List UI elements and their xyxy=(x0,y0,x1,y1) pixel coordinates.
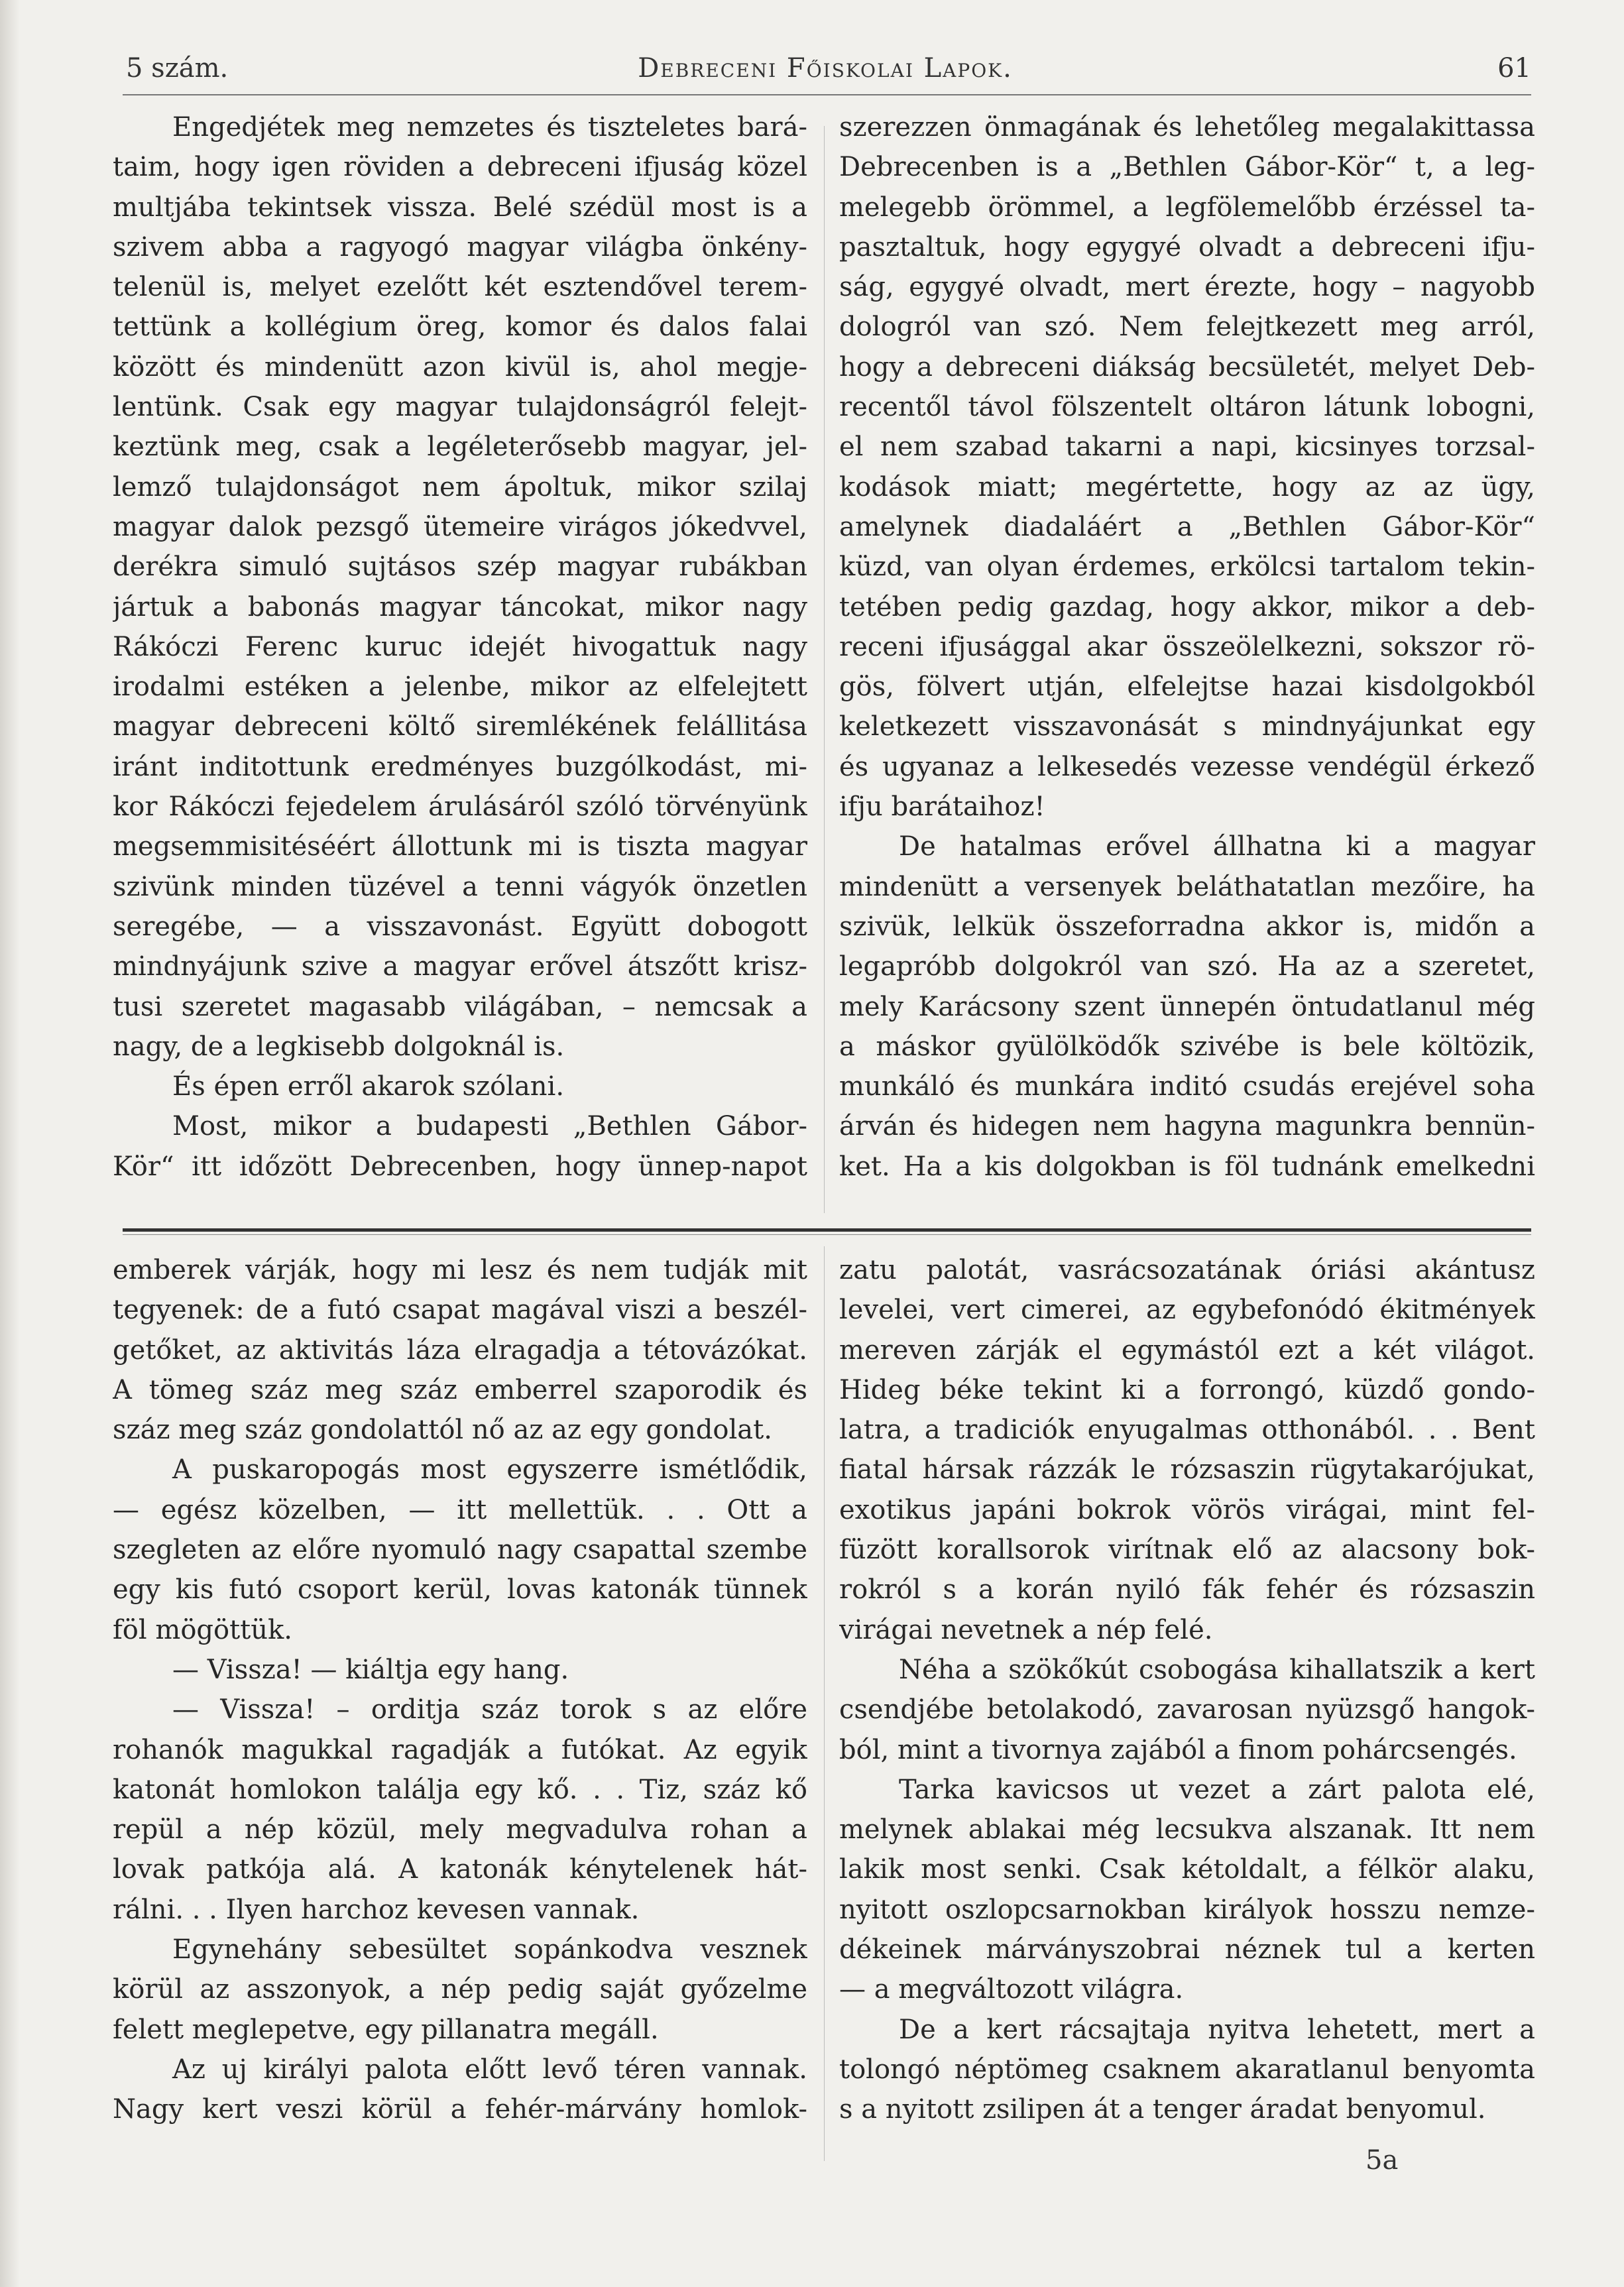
text-line: magyar debreceni költő siremlékének felállitása xyxy=(113,711,807,742)
text-line: dologról van szó. Nem felejtkezett meg arról, xyxy=(839,312,1535,343)
text-line: katonát homlokon találja egy kő. . . Tiz, száz kő xyxy=(113,1774,807,1805)
text-line: tettünk a kollégium öreg, komor és dalos falai xyxy=(113,312,807,343)
text-line: Egynehány sebesültet sopánkodva vesznek xyxy=(172,1934,807,1965)
text-line: lemző tulajdonságot nem ápoltuk, mikor szilaj xyxy=(113,471,807,502)
text-line: felett meglepetve, egy pillanatra megáll. xyxy=(113,2014,659,2045)
column-divider-top xyxy=(824,126,825,1213)
text-line: és ugyanaz a lelkesedés vezesse vendégül érkező xyxy=(839,751,1535,782)
text-line: A puskaropogás most egyszerre ismétlődik, xyxy=(172,1454,807,1486)
section-divider-thin xyxy=(123,1234,1531,1235)
text-line: Rákóczi Ferenc kuruc idejét hivogattuk nagy xyxy=(113,631,807,662)
text-line: nagy, de a legkisebb dolgoknál is. xyxy=(113,1031,565,1062)
text-line: szivünk minden tüzével a tenni vágyók önzetlen xyxy=(113,871,807,902)
text-line: füzött korallsorok virítnak elő az alacsony bok- xyxy=(839,1535,1535,1566)
text-line: Debrecenben is a „Bethlen Gábor-Kör“ t, a leg- xyxy=(839,152,1535,183)
text-line: Néha a szökőkút csobogása kihallatszik a kert xyxy=(899,1654,1535,1685)
text-line: Az uj királyi palota előtt levő téren vannak. xyxy=(172,2054,807,2085)
text-line: Most, mikor a budapesti „Bethlen Gábor- xyxy=(172,1111,807,1142)
text-line: De a kert rácsajtaja nyitva lehetett, mert a xyxy=(899,2014,1535,2045)
text-line: repül a nép közül, mely megvadulva rohan a xyxy=(113,1814,807,1846)
text-line: el nem szabad takarni a napi, kicsinyes torzsal- xyxy=(839,432,1535,463)
text-line: ság, egygyé olvadt, mert érezte, hogy – nagyobb xyxy=(839,272,1535,303)
text-line: zatu palotát, vasrácsozatának óriási akántusz xyxy=(839,1255,1535,1285)
text-line: A tömeg száz meg száz emberrel szaporodik és xyxy=(113,1374,807,1405)
text-line: lakik most senki. Csak kétoldalt, a félkör alaku, xyxy=(839,1854,1535,1885)
text-line: hogy a debreceni diákság becsületét, melyet Deb- xyxy=(839,351,1535,382)
article-column-1 xyxy=(113,107,807,1187)
text-line: között és mindenütt azon kivül is, ahol megje- xyxy=(113,351,807,382)
signature-mark: 5a xyxy=(1365,2145,1399,2176)
text-line: magyar dalok pezsgő ütemeire virágos jókedvvel, xyxy=(113,511,807,542)
text-line: taim, hogy igen röviden a debreceni ifjuság közel xyxy=(113,152,807,183)
text-line: szegleten az előre nyomuló nagy csapattal szembe xyxy=(113,1535,807,1566)
text-line: melegebb örömmel, a legfölemelőbb érzéssel ta- xyxy=(839,192,1535,223)
text-line: levelei, vert cimerei, az egybefonódó ékitmények xyxy=(839,1295,1535,1326)
text-line: kodások miatt; megértette, hogy az az ügy, xyxy=(839,471,1535,502)
text-line: Engedjétek meg nemzetes és tiszteletes bará- xyxy=(172,112,807,143)
text-line: — a megváltozott világra. xyxy=(839,1974,1184,2005)
text-line: küzd, van olyan érdemes, erkölcsi tartalom tekin- xyxy=(839,552,1535,583)
text-line: keletkezett visszavonását s mindnyájunkat egy xyxy=(839,711,1535,742)
text-line: s a nyitott zsilipen át a tenger áradat benyomul. xyxy=(839,2094,1486,2125)
text-line: mindenütt a versenyek beláthatatlan mezőire, ha xyxy=(839,871,1535,902)
text-line: munkáló és munkára inditó csudás erejével soha xyxy=(839,1071,1535,1102)
text-line: mereven zárják el egymástól ezt a két világot. xyxy=(839,1334,1535,1366)
page-edge-shadow xyxy=(0,0,20,2287)
text-line: legapróbb dolgokról van szó. Ha az a szeretet, xyxy=(839,951,1535,982)
text-line: tetében pedig gazdag, hogy akkor, mikor a deb- xyxy=(839,591,1535,622)
text-line: ból, mint a tivornya zajából a finom pohárcsengés. xyxy=(839,1734,1517,1765)
page-number: 61 xyxy=(1497,53,1531,84)
text-line: rokról s a korán nyiló fák fehér és rózsaszin xyxy=(839,1574,1535,1606)
journal-title: Debreceni Főiskolai Lapok. xyxy=(638,53,1013,84)
section-divider-thick xyxy=(123,1228,1531,1232)
text-line: tegyenek: de a futó csapat magával viszi a beszél- xyxy=(113,1295,807,1326)
text-line: — egész közelben, — itt mellettük. . . Ott a xyxy=(113,1494,807,1525)
text-line: virágai nevetnek a nép felé. xyxy=(839,1614,1213,1645)
text-line: keztünk meg, csak a legéleterősebb magyar, jel- xyxy=(113,432,807,463)
text-line: szivem abba a ragyogó magyar világba önkény- xyxy=(113,231,807,263)
issue-number: 5 szám. xyxy=(126,53,229,84)
text-line: — Vissza! – orditja száz torok s az előre xyxy=(172,1694,807,1726)
text-line: seregébe, — a visszavonást. Együtt dobogott xyxy=(113,911,807,942)
text-line: Hideg béke tekint ki a forrongó, küzdő gondo- xyxy=(839,1374,1535,1405)
text-line: multjába tekintsek vissza. Belé szédül most is a xyxy=(113,192,807,223)
story-column-1 xyxy=(113,1250,807,2130)
running-header xyxy=(119,46,1531,93)
text-line: száz meg száz gondolattól nő az az egy gondolat. xyxy=(113,1415,772,1446)
text-line: rohanók magukkal ragadják a futókat. Az egyik xyxy=(113,1734,807,1765)
text-line: gös, fölvert utján, elfelejtse hazai kisdolgokból xyxy=(839,672,1535,703)
text-line: szerezzen önmagának és lehetőleg megalakittassa xyxy=(839,112,1535,143)
text-line: kor Rákóczi fejedelem árulásáról szóló törvényünk xyxy=(113,792,807,823)
article-column-2 xyxy=(839,107,1535,1187)
text-line: exotikus japáni bokrok vörös virágai, mint fel- xyxy=(839,1494,1535,1525)
text-line: csendjébe betolakodó, zavarosan nyüzsgő hangok- xyxy=(839,1694,1535,1726)
text-line: Kör“ itt időzött Debrecenben, hogy ünnep-napot xyxy=(113,1151,807,1182)
text-line: Nagy kert veszi körül a fehér-márvány homlok- xyxy=(113,2094,807,2125)
text-line: jártuk a babonás magyar táncokat, mikor nagy xyxy=(113,591,807,622)
text-line: — Vissza! — kiáltja egy hang. xyxy=(172,1654,569,1685)
text-line: ket. Ha a kis dolgokban is föl tudnánk emelkedni xyxy=(839,1151,1535,1182)
story-column-2 xyxy=(839,1250,1535,2130)
text-line: föl mögöttük. xyxy=(113,1614,292,1645)
text-line: mindnyájunk szive a magyar erővel átszőtt krisz- xyxy=(113,951,807,982)
column-divider-bottom xyxy=(824,1246,825,2161)
text-line: pasztaltuk, hogy egygyé olvadt a debreceni ifju- xyxy=(839,231,1535,263)
text-line: irodalmi estéken a jelenbe, mikor az elfelejtett xyxy=(113,672,807,703)
text-line: derékra simuló sujtásos szép magyar rubákban xyxy=(113,552,807,583)
text-line: iránt inditottunk eredményes buzgólkodást, mi- xyxy=(113,751,807,782)
text-line: emberek várják, hogy mi lesz és nem tudják mit xyxy=(113,1255,807,1285)
text-line: De hatalmas erővel állhatna ki a magyar xyxy=(899,831,1535,862)
text-line: És épen erről akarok szólani. xyxy=(172,1071,565,1102)
text-line: szivük, lelkük összeforradna akkor is, midőn a xyxy=(839,911,1535,942)
text-line: árván és hidegen nem hagyna magunkra bennün- xyxy=(839,1111,1535,1142)
text-line: getőket, az aktivitás láza elragadja a tétovázókat. xyxy=(113,1334,807,1366)
text-line: nyitott oszlopcsarnokban királyok hosszu nemze- xyxy=(839,1894,1535,1925)
text-line: tolongó néptömeg csaknem akaratlanul benyomta xyxy=(839,2054,1535,2085)
text-line: amelynek diadaláért a „Bethlen Gábor-Kör“ xyxy=(839,511,1535,542)
text-line: dékeinek márványszobrai néznek tul a kerten xyxy=(839,1934,1535,1965)
text-line: Tarka kavicsos ut vezet a zárt palota elé, xyxy=(899,1774,1535,1805)
text-line: rálni. . . Ilyen harchoz kevesen vannak. xyxy=(113,1894,640,1925)
text-line: latra, a tradiciók enyugalmas otthonából. . . Bent xyxy=(839,1415,1535,1446)
text-line: lentünk. Csak egy magyar tulajdonságról felejt- xyxy=(113,392,807,423)
text-line: tusi szeretet magasabb világában, – nemcsak a xyxy=(113,991,807,1022)
text-line: mely Karácsony szent ünnepén öntudatlanul még xyxy=(839,991,1535,1022)
text-line: egy kis futó csoport kerül, lovas katonák tünnek xyxy=(113,1574,807,1606)
text-line: recentől távol fölszentelt oltáron látunk lobogni, xyxy=(839,392,1535,423)
text-line: körül az asszonyok, a nép pedig saját győzelme xyxy=(113,1974,807,2005)
text-line: lovak patkója alá. A katonák kénytelenek hát- xyxy=(113,1854,807,1885)
header-rule xyxy=(123,94,1531,95)
text-line: receni ifjusággal akar összeölelkezni, sokszor rö- xyxy=(839,631,1535,662)
text-line: melynek ablakai még lecsukva alszanak. Itt nem xyxy=(839,1814,1535,1846)
text-line: megsemmisitéséért állottunk mi is tiszta magyar xyxy=(113,831,807,862)
text-line: a máskor gyülölködők szivébe is bele költözik, xyxy=(839,1031,1535,1062)
text-line: telenül is, melyet ezelőtt két esztendővel terem- xyxy=(113,272,807,303)
text-line: ifju barátaihoz! xyxy=(839,792,1045,823)
text-line: fiatal hársak rázzák le rózsaszin rügytakarójukat, xyxy=(839,1454,1535,1486)
